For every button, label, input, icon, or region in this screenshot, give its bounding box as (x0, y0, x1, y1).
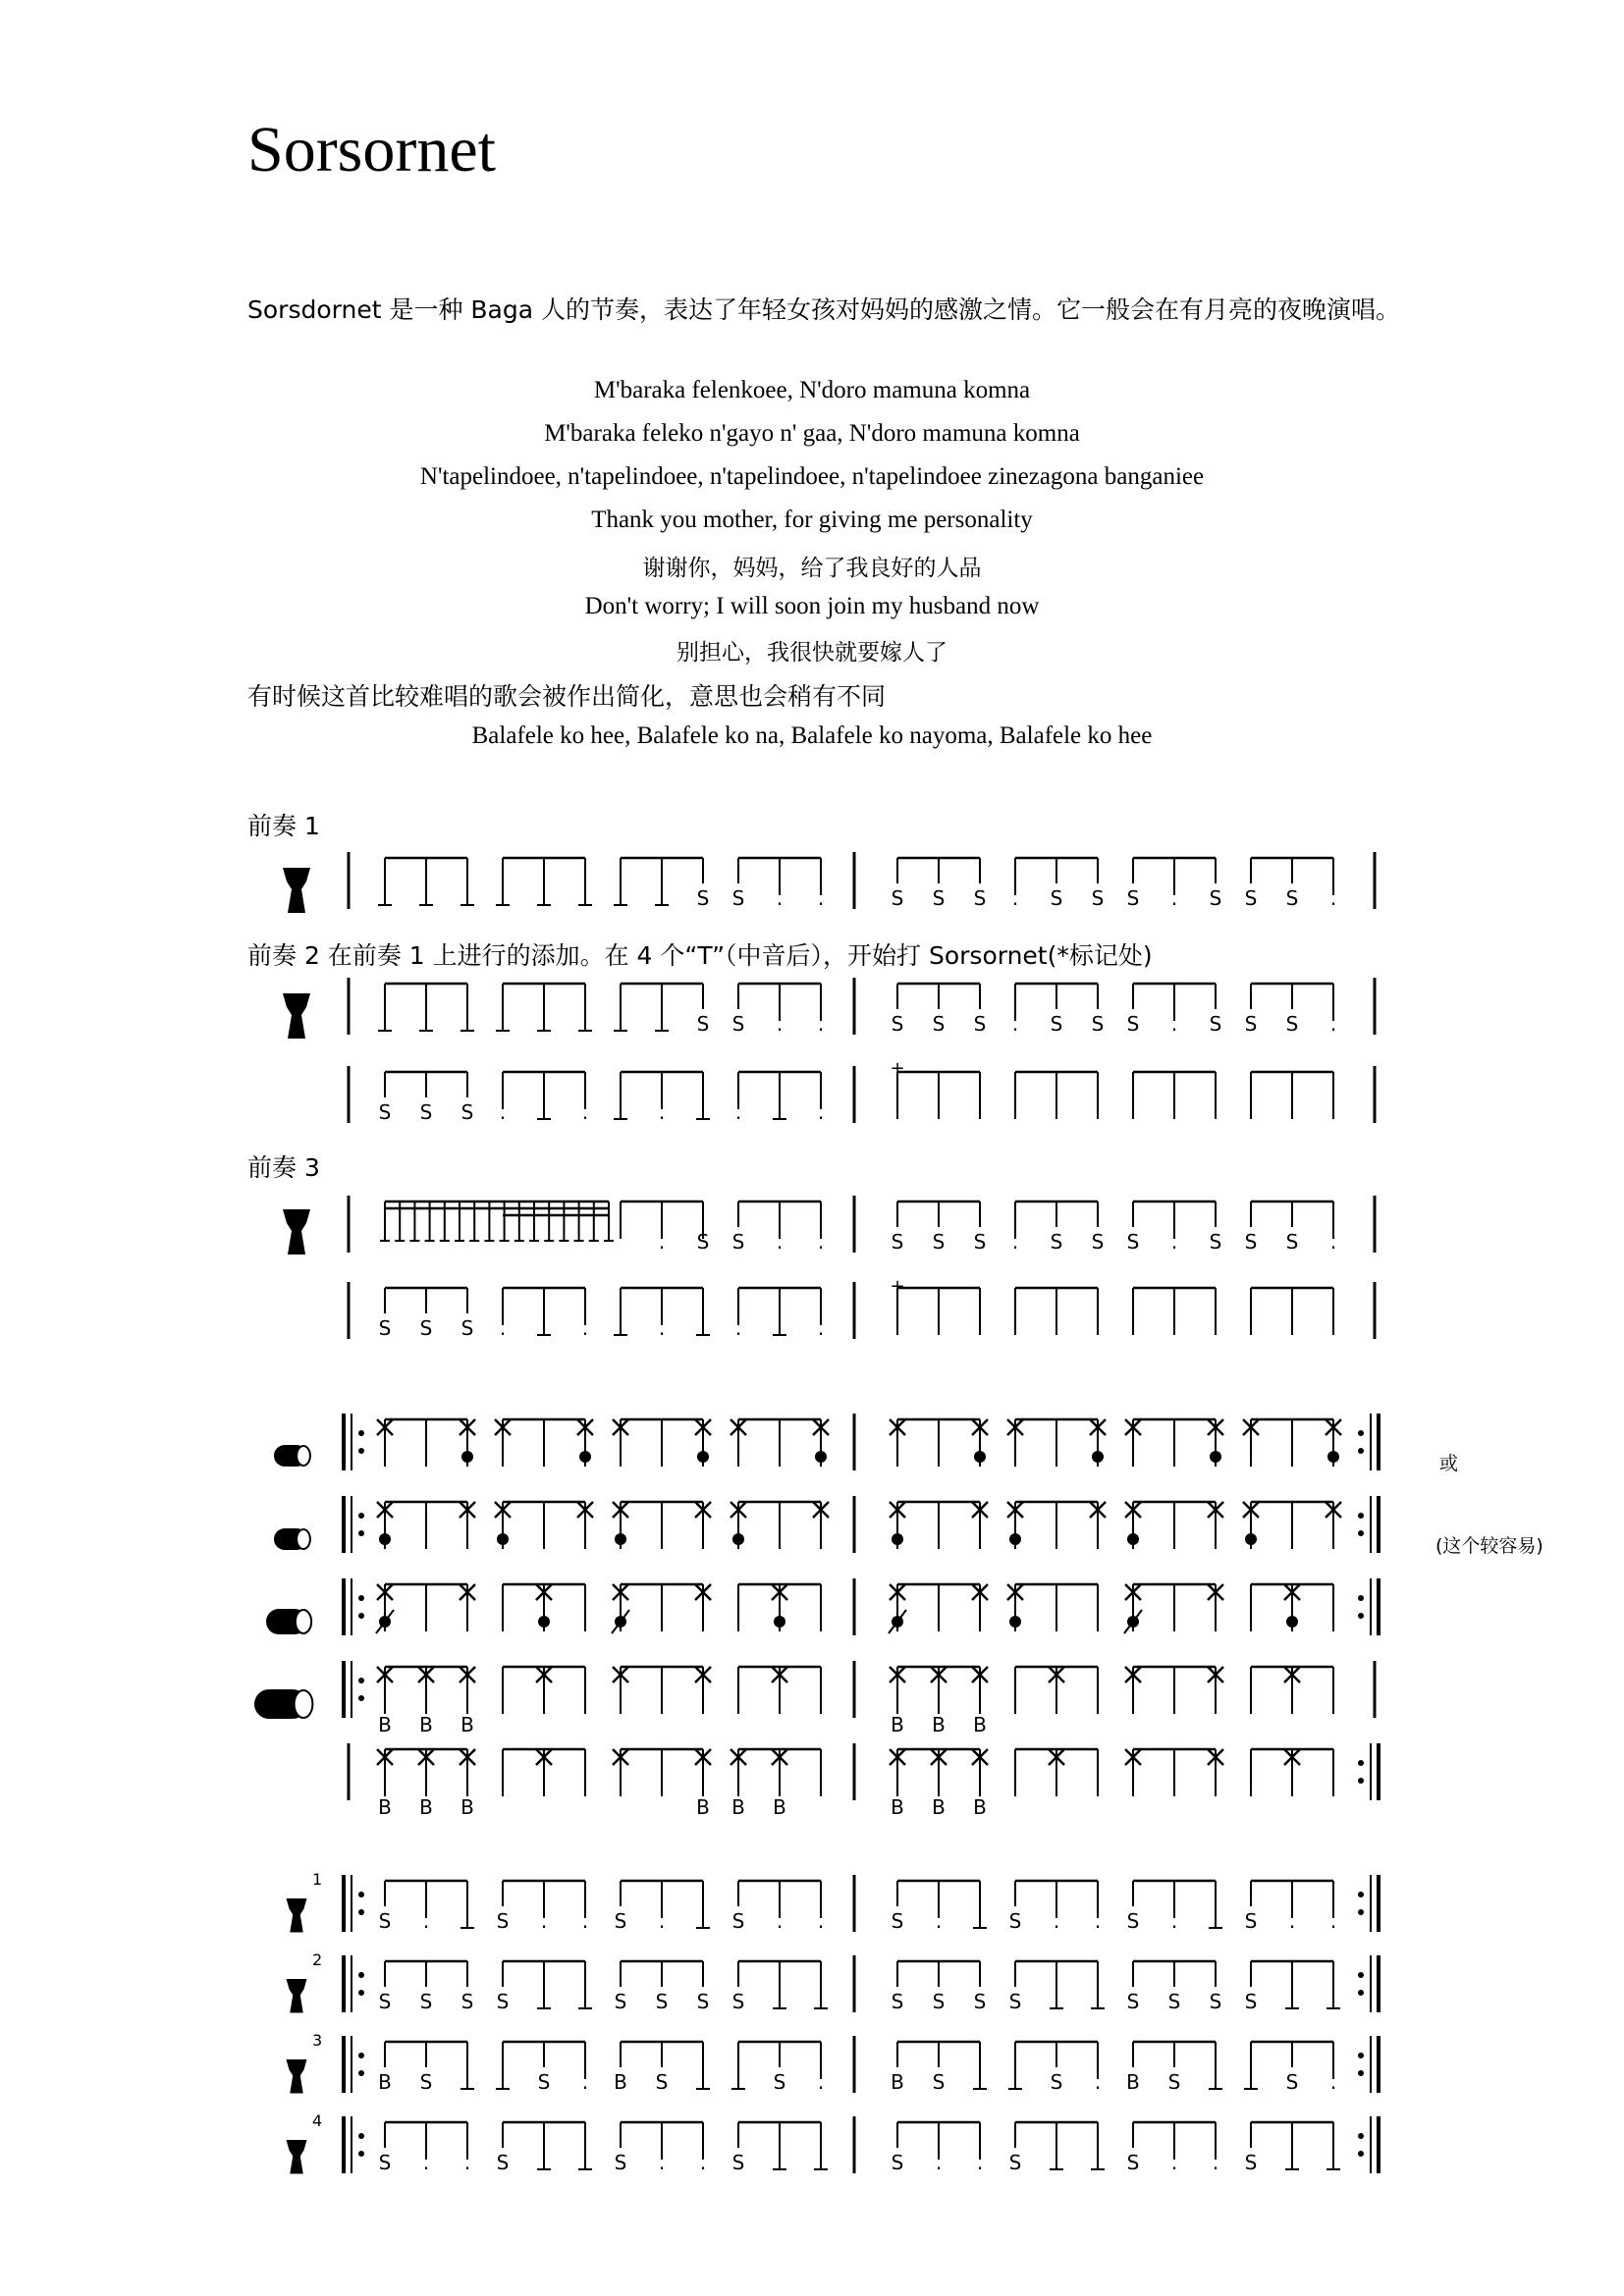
stroke-letter: S (1209, 886, 1222, 910)
lyric-line: N'tapelindoee, n'tapelindoee, n'tapelindoee, n'tapelindoee zinezagona banganiee (419, 463, 1205, 490)
stroke-letter: . (817, 1100, 825, 1124)
stroke-letter: . (540, 1909, 548, 1933)
repeat-dot (358, 2070, 364, 2076)
kenkeni-icon-head (297, 1446, 310, 1466)
stroke-letter: S (731, 886, 745, 910)
repeat-dot (1358, 1760, 1364, 1766)
stroke-letter: S (973, 886, 987, 910)
stroke-letter: . (935, 1909, 943, 1933)
stroke-letter: S (891, 1909, 904, 1933)
closed-stroke (538, 1616, 550, 1628)
stroke-letter: . (935, 2151, 943, 2174)
stroke-letter: . (699, 2151, 707, 2174)
stroke-letter: . (581, 1909, 589, 1933)
stroke-letter: S (932, 1230, 946, 1254)
stroke-letter: S (932, 1990, 946, 2013)
side-note-or: 或 (1439, 1453, 1459, 1474)
stroke-letter: B (891, 1713, 904, 1736)
stroke-letter: . (658, 2151, 666, 2174)
stroke-letter: B (614, 2070, 627, 2094)
stroke-letter: S (1091, 1012, 1105, 1036)
lyric-line: 谢谢你，妈妈，给了我良好的人品 (642, 556, 982, 581)
start-marker: + (890, 1058, 905, 1079)
stroke-letter: . (1329, 1012, 1337, 1036)
repeat-dot (358, 1448, 364, 1454)
stroke-letter: . (776, 1230, 784, 1254)
repeat-dot (358, 1613, 364, 1619)
closed-stroke (1210, 1451, 1221, 1463)
closed-stroke (974, 1451, 986, 1463)
stroke-letter: B (932, 1713, 946, 1736)
stroke-letter: S (731, 1230, 745, 1254)
lyric-line: 别担心，我很快就要嫁人了 (677, 640, 947, 666)
stroke-letter: S (1285, 1230, 1299, 1254)
stroke-letter: S (1285, 1012, 1299, 1036)
stroke-letter: . (658, 1909, 666, 1933)
stroke-letter: S (419, 1100, 433, 1124)
stroke-letter: S (1244, 1012, 1258, 1036)
stroke-letter: S (932, 886, 946, 910)
stroke-letter: . (1170, 1909, 1178, 1933)
stroke-letter: S (1050, 886, 1063, 910)
stroke-letter: S (973, 1230, 987, 1254)
stroke-letter: S (378, 1316, 392, 1340)
stroke-letter: S (1126, 1230, 1140, 1254)
repeat-dot (1358, 1892, 1364, 1897)
repeat-dot (1358, 2070, 1364, 2076)
djembe-icon (283, 1209, 310, 1255)
stroke-letter: S (696, 1012, 710, 1036)
closed-stroke (1286, 1616, 1298, 1628)
stroke-letter: S (891, 1990, 904, 2013)
stroke-letter: B (891, 2070, 904, 2094)
closed-stroke (732, 1533, 744, 1545)
stroke-letter: S (731, 1909, 745, 1933)
start-marker: + (890, 1276, 905, 1297)
stroke-letter: . (734, 1316, 742, 1340)
djembe-icon (287, 1898, 307, 1933)
repeat-dot (1358, 1530, 1364, 1536)
lyric-line: Thank you mother, for giving me personality (591, 507, 1033, 533)
closed-stroke (1127, 1533, 1139, 1545)
stroke-letter: S (731, 1990, 745, 2013)
simplified-lyric: Balafele ko hee, Balafele ko na, Balafele ko nayoma, Balafele ko hee (471, 722, 1153, 749)
repeat-dot (1358, 1909, 1364, 1915)
stroke-letter: . (1170, 1230, 1178, 1254)
closed-stroke (815, 1451, 827, 1463)
stroke-letter: B (460, 1795, 474, 1819)
stroke-letter: S (1285, 2070, 1299, 2094)
stroke-letter: S (1008, 1990, 1022, 2013)
stroke-letter: S (1209, 1990, 1222, 2013)
stroke-letter: . (1011, 1012, 1019, 1036)
stroke-letter: S (1244, 1990, 1258, 2013)
stroke-letter: S (696, 1230, 710, 1254)
pattern-number: 2 (312, 1950, 323, 1969)
stroke-letter: S (891, 2151, 904, 2174)
stroke-letter: . (776, 1909, 784, 1933)
stroke-letter: S (1209, 1230, 1222, 1254)
stroke-letter: S (1126, 2151, 1140, 2174)
stroke-letter: S (1244, 1909, 1258, 1933)
stroke-letter: . (581, 1316, 589, 1340)
closed-stroke (774, 1616, 785, 1628)
side-note-easier: (这个较容易) (1435, 1535, 1543, 1557)
lyric-line: Don't worry; I will soon join my husband now (584, 593, 1040, 619)
repeat-dot (1358, 2151, 1364, 2157)
stroke-letter: S (891, 886, 904, 910)
stroke-letter: B (460, 1713, 474, 1736)
stroke-letter: . (1329, 886, 1337, 910)
stroke-letter: B (932, 1795, 946, 1819)
stroke-letter: S (1008, 2151, 1022, 2174)
stroke-letter: S (731, 1012, 745, 1036)
repeat-dot (1358, 1972, 1364, 1978)
repeat-dot (358, 1990, 364, 1996)
page-title: Sorsornet (247, 114, 496, 186)
stroke-letter: S (655, 1990, 669, 2013)
section-label-intro3: 前奏 3 (247, 1153, 320, 1182)
stroke-letter: S (378, 1990, 392, 2013)
simplified-note: 有时候这首比较难唱的歌会被作出简化，意思也会稍有不同 (247, 682, 887, 711)
stroke-letter: . (1329, 1909, 1337, 1933)
pattern-number: 1 (312, 1870, 323, 1889)
stroke-letter: S (614, 1909, 627, 1933)
stroke-letter: S (1126, 1990, 1140, 2013)
dundunba-icon-head (295, 1690, 313, 1718)
stroke-letter: . (1011, 1230, 1019, 1254)
stroke-letter: S (696, 1990, 710, 2013)
closed-stroke (1327, 1451, 1339, 1463)
stroke-letter: B (378, 1795, 392, 1819)
stroke-letter: S (1050, 1230, 1063, 1254)
stroke-letter: S (419, 1316, 433, 1340)
intro-paragraph: Sorsdornet 是一种 Baga 人的节奏，表达了年轻女孩对妈妈的感激之情。它一般会在有月亮的夜晚演唱。 (247, 295, 1401, 324)
stroke-letter: . (658, 1316, 666, 1340)
repeat-dot (358, 2053, 364, 2058)
stroke-letter: S (1091, 1230, 1105, 1254)
stroke-letter: S (1008, 1909, 1022, 1933)
stroke-letter: S (973, 1012, 987, 1036)
closed-stroke (1009, 1616, 1021, 1628)
repeat-dot (1358, 1613, 1364, 1619)
stroke-letter: . (734, 1100, 742, 1124)
stroke-letter: S (460, 1990, 474, 2013)
stroke-letter: S (1050, 1012, 1063, 1036)
stroke-letter: . (463, 2151, 471, 2174)
stroke-letter: . (1329, 2070, 1337, 2094)
stroke-letter: . (1094, 1909, 1102, 1933)
stroke-letter: . (817, 1316, 825, 1340)
repeat-dot (1358, 1430, 1364, 1436)
stroke-letter: . (1053, 1909, 1060, 1933)
stroke-letter: B (1126, 2070, 1140, 2094)
djembe-icon (287, 1979, 307, 2013)
stroke-letter: S (932, 1012, 946, 1036)
djembe-icon (287, 2140, 307, 2174)
lyric-line: M'baraka felenkoee, N'doro mamuna komna (593, 377, 1031, 403)
repeat-dot (1358, 1990, 1364, 1996)
closed-stroke (615, 1533, 626, 1545)
stroke-letter: S (378, 1909, 392, 1933)
stroke-letter: . (1329, 1230, 1337, 1254)
stroke-letter: S (460, 1100, 474, 1124)
stroke-letter: . (1170, 1012, 1178, 1036)
closed-stroke (1092, 1451, 1104, 1463)
repeat-dot (358, 1595, 364, 1601)
closed-stroke (497, 1533, 509, 1545)
repeat-dot (358, 1909, 364, 1915)
repeat-dot (358, 2133, 364, 2139)
section-label-intro1: 前奏 1 (247, 812, 320, 840)
stroke-letter: B (973, 1795, 987, 1819)
stroke-letter: S (1167, 1990, 1181, 2013)
stroke-letter: S (537, 2070, 551, 2094)
stroke-letter: . (658, 1230, 666, 1254)
stroke-letter: S (1126, 1909, 1140, 1933)
stroke-letter: B (973, 1713, 987, 1736)
repeat-dot (358, 1430, 364, 1436)
djembe-icon (283, 993, 310, 1039)
stroke-letter: . (499, 1316, 507, 1340)
stroke-letter: B (378, 2070, 392, 2094)
closed-stroke (1245, 1533, 1257, 1545)
stroke-letter: S (378, 2151, 392, 2174)
repeat-dot (1358, 2133, 1364, 2139)
stroke-letter: . (1212, 2151, 1219, 2174)
stroke-letter: S (1126, 886, 1140, 910)
lyric-line: M'baraka feleko n'gayo n' gaa, N'doro mamuna komna (544, 420, 1080, 447)
stroke-letter: S (614, 1990, 627, 2013)
stroke-letter: . (658, 1100, 666, 1124)
stroke-letter: S (1126, 1012, 1140, 1036)
pattern-number: 4 (312, 2111, 323, 2130)
stroke-letter: . (1288, 1909, 1296, 1933)
stroke-letter: . (422, 1909, 430, 1933)
repeat-dot (358, 1530, 364, 1536)
stroke-letter: . (581, 1100, 589, 1124)
stroke-letter: S (655, 2070, 669, 2094)
stroke-letter: S (731, 2151, 745, 2174)
closed-stroke (579, 1451, 591, 1463)
stroke-letter: . (817, 1230, 825, 1254)
stroke-letter: S (1167, 2070, 1181, 2094)
stroke-letter: S (891, 1230, 904, 1254)
repeat-dot (358, 1513, 364, 1519)
stroke-letter: S (932, 2070, 946, 2094)
stroke-letter: . (817, 886, 825, 910)
stroke-letter: S (1091, 886, 1105, 910)
closed-stroke (697, 1451, 709, 1463)
stroke-letter: B (696, 1795, 710, 1819)
stroke-letter: . (976, 2151, 984, 2174)
stroke-letter: . (1170, 2151, 1178, 2174)
pattern-number: 3 (312, 2031, 323, 2050)
closed-stroke (379, 1533, 391, 1545)
stroke-letter: S (1244, 886, 1258, 910)
repeat-dot (358, 1695, 364, 1701)
stroke-letter: S (1244, 2151, 1258, 2174)
stroke-letter: . (1170, 886, 1178, 910)
stroke-letter: . (776, 886, 784, 910)
stroke-letter: . (422, 2151, 430, 2174)
stroke-letter: . (817, 1012, 825, 1036)
stroke-letter: S (773, 2070, 786, 2094)
stroke-letter: . (817, 1909, 825, 1933)
stroke-letter: S (419, 1990, 433, 2013)
stroke-letter: S (1285, 886, 1299, 910)
stroke-letter: S (891, 1012, 904, 1036)
stroke-letter: S (1209, 1012, 1222, 1036)
repeat-dot (358, 1678, 364, 1683)
stroke-letter: S (419, 2070, 433, 2094)
stroke-letter: . (776, 1012, 784, 1036)
sangban-icon-head (296, 1610, 311, 1633)
repeat-dot (358, 1972, 364, 1978)
stroke-letter: S (1050, 2070, 1063, 2094)
stroke-letter: B (891, 1795, 904, 1819)
section-label-intro2: 前奏 2 在前奏 1 上进行的添加。在 4 个“T”（中音后），开始打 Sorsornet(*标记处) (247, 941, 1153, 970)
repeat-dot (358, 1892, 364, 1897)
djembe-icon (287, 2059, 307, 2094)
stroke-letter: . (499, 1100, 507, 1124)
stroke-letter: S (496, 1909, 510, 1933)
repeat-dot (1358, 2053, 1364, 2058)
stroke-letter: . (817, 2070, 825, 2094)
stroke-letter: S (378, 1100, 392, 1124)
closed-stroke (892, 1533, 903, 1545)
stroke-letter: S (496, 2151, 510, 2174)
stroke-letter: . (581, 2070, 589, 2094)
repeat-dot (1358, 1513, 1364, 1519)
repeat-dot (1358, 1778, 1364, 1784)
stroke-letter: S (973, 1990, 987, 2013)
stroke-letter: B (419, 1713, 433, 1736)
stroke-letter: S (614, 2151, 627, 2174)
kenkeni-icon-head (297, 1529, 310, 1549)
stroke-letter: . (1011, 886, 1019, 910)
repeat-dot (358, 2151, 364, 2157)
stroke-letter: S (1244, 1230, 1258, 1254)
stroke-letter: S (496, 1990, 510, 2013)
stroke-letter: . (1094, 2070, 1102, 2094)
closed-stroke (461, 1451, 473, 1463)
stroke-letter: B (773, 1795, 786, 1819)
djembe-icon (283, 868, 310, 913)
stroke-letter: B (378, 1713, 392, 1736)
stroke-letter: B (419, 1795, 433, 1819)
repeat-dot (1358, 1595, 1364, 1601)
stroke-letter: B (731, 1795, 745, 1819)
stroke-letter: S (696, 886, 710, 910)
stroke-letter: S (460, 1316, 474, 1340)
repeat-dot (1358, 1448, 1364, 1454)
closed-stroke (1009, 1533, 1021, 1545)
